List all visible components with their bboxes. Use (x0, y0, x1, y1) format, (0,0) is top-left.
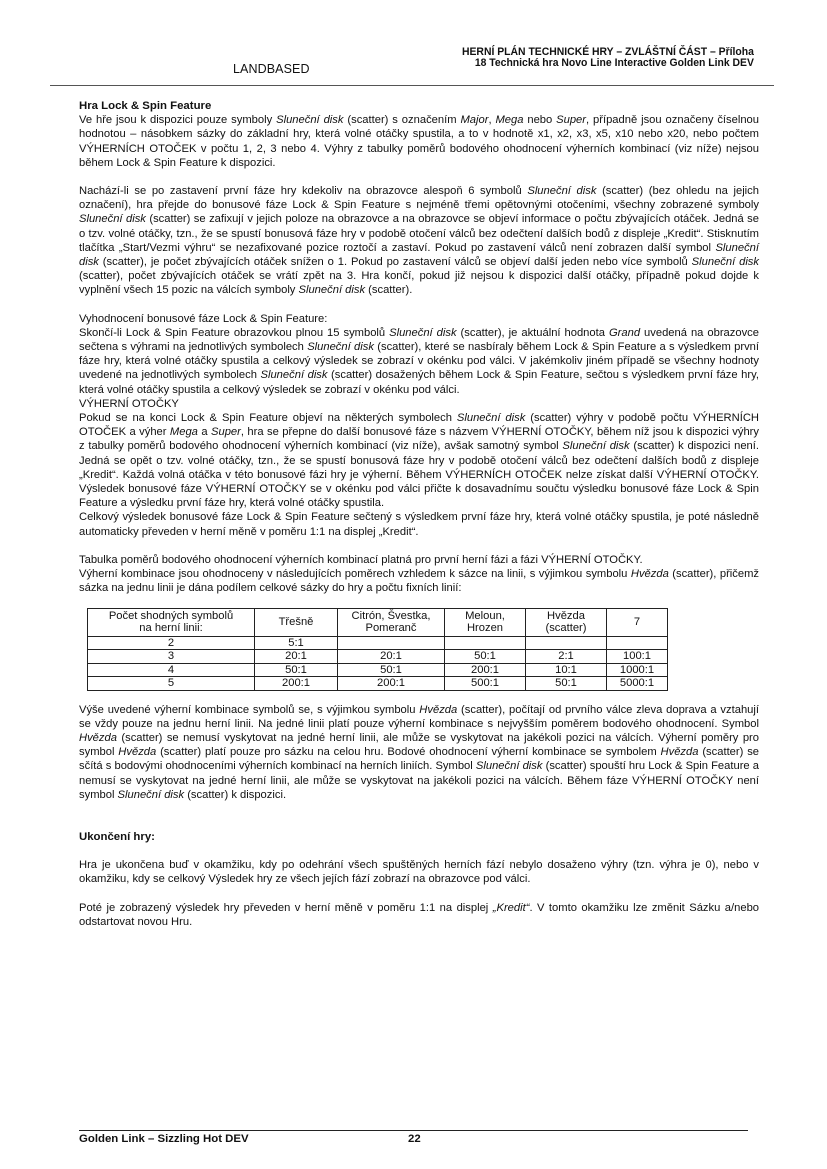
payout-cell: 5000:1 (607, 677, 668, 691)
text-run: nebo (523, 114, 557, 127)
header-cell-line: Hrozen (466, 622, 504, 634)
symbol-count-cell: 2 (88, 636, 255, 650)
payout-cell: 20:1 (255, 650, 338, 664)
italic-term: Sluneční disk (389, 326, 457, 339)
payout-cell: 50:1 (526, 677, 607, 691)
italic-term: Hvězda (630, 568, 669, 581)
payout-cell: 50:1 (255, 663, 338, 677)
text-run: (scatter) výhry v podobě počtu VÝHERNÍCH OTOČEK a výher (79, 412, 759, 439)
text-run: (scatter) se sčítá s bodovými ohodnoceními výherních kombinací na herních liniích. Symbol (79, 746, 760, 773)
header-title-line2: 18 Technická hra Novo Line Interactive Golden Link DEV (474, 57, 754, 69)
paytable-header-row (88, 608, 668, 636)
text-run: (scatter) platí pouze pro sázku na celou hru. Bodové ohodnocení výherní kombinace se symbolem (156, 746, 661, 759)
payout-cell: 500:1 (445, 677, 526, 691)
symbol-count-cell: 5 (88, 677, 255, 691)
paragraph-paytable-description (79, 567, 759, 595)
text-run: (scatter) spouští hru Lock & Spin Feature a nemusí se vyskytovat na jedné herní linii, ale může se vyskytovat na jakékoli pozici na válcích. Během fáze VÝHERNÍ OTOČKY není symbol (79, 760, 759, 801)
italic-term: Sluneční disk (298, 284, 366, 297)
paragraph-credit-transfer (79, 901, 759, 929)
text-run: . V tomto okamžiku lze změnit Sázku a/nebo odstartovat novou Hru. (79, 901, 760, 928)
paragraph-combination-rules (79, 703, 759, 802)
paytable-row (88, 650, 668, 664)
paytable-header-cell (88, 608, 255, 636)
italic-term: Sluneční disk (79, 213, 146, 226)
spacer (79, 539, 759, 553)
italic-term: „Kredit“ (492, 901, 530, 914)
text-run: Ve hře jsou k dispozici pouze symboly (79, 114, 277, 127)
italic-term: Sluneční disk (475, 760, 543, 773)
payout-cell: 100:1 (607, 650, 668, 664)
text-run: (scatter) se nemusí vyskytovat na jedné herní linii, ale může se vyskytovat na jakékoli pozici na válcích. Výherní poměry pro symbol (79, 731, 759, 759)
paytable-header-cell (255, 608, 338, 636)
paragraph-lock-spin-intro (79, 113, 759, 170)
italic-term: Sluneční disk (562, 440, 630, 453)
header-title-line1: HERNÍ PLÁN TECHNICKÉ HRY – ZVLÁŠTNÍ ČÁST – Příloha (462, 46, 754, 58)
free-spins-title: VÝHERNÍ OTOČKY (79, 397, 179, 410)
italic-term: Super (556, 114, 587, 127)
payout-cell: 50:1 (445, 650, 526, 664)
paragraph-lock-spin-trigger (79, 184, 759, 298)
italic-term: Mega (495, 114, 524, 127)
document-body (79, 99, 759, 929)
text-run: , hra se přepne do další bonusové fáze s názvem VÝHERNÍ OTOČKY, během níž jsou k dispozici výhry z tabulky poměrů bodového ohodnocení výherních kombinací (viz níže), avšak samotný symbol (79, 426, 759, 453)
spacer (79, 844, 759, 858)
italic-term: Hvězda (660, 746, 699, 759)
payout-cell: 20:1 (338, 650, 445, 664)
paytable-row (88, 636, 668, 650)
italic-term: Sluneční disk (276, 114, 344, 127)
text-run: Pokud se na konci Lock & Spin Feature objeví na některých symbolech (79, 412, 457, 425)
paytable-header-cell (338, 608, 445, 636)
text-run: Poté je zobrazený výsledek hry převeden v herní měně v poměru 1:1 na displej (79, 901, 493, 914)
italic-term: Super (211, 426, 241, 439)
spacer (79, 298, 759, 312)
text-run: (scatter) s označením (343, 114, 461, 127)
header-cell-line: 7 (633, 615, 641, 628)
italic-term: Major (460, 114, 489, 127)
text-run: Výherní kombinace jsou ohodnoceny v následujících poměrech vzhledem k sázce na linii, s výjimkou symbolu (79, 568, 631, 581)
header-cell-line: Citrón, Švestka, (351, 609, 431, 622)
payout-cell (445, 636, 526, 650)
italic-term: Hvězda (118, 746, 157, 759)
payout-cell (338, 636, 445, 650)
payout-cell: 200:1 (255, 677, 338, 691)
paytable-row (88, 677, 668, 691)
italic-term: Sluneční disk (456, 412, 526, 425)
italic-term: Sluneční disk (79, 241, 759, 269)
text-run: (scatter) k dispozici. (184, 788, 287, 801)
text-run: Nachází-li se po zastavení první fáze hry kdekoliv na obrazovce alespoň 6 symbolů (79, 185, 528, 198)
header-divider (50, 85, 774, 86)
payout-cell: 2:1 (526, 650, 607, 664)
symbol-count-cell: 4 (88, 663, 255, 677)
header-cell-line: Hvězda (547, 609, 585, 622)
text-run: (scatter), přičemž sázka na jednu linii je dána podílem celkové sázky do hry a počtu fixních linií: (79, 568, 760, 595)
text-run: (scatter), je aktuální hodnota (456, 326, 609, 339)
text-run: Výše uvedené výherní kombinace symbolů se, s výjimkou symbolu (79, 703, 420, 716)
text-run: Hra je ukončena buď v okamžiku, kdy po odehrání všech spuštěných herních fází nebylo dosaženo výhry (tzn. výhra je 0), nebo v okamžiku, kdy se celkový Výsledek hry ze všech jejích fází zobrazí na obrazovce pod válci. (79, 859, 759, 886)
payout-cell: 50:1 (338, 663, 445, 677)
paragraph-game-end (79, 858, 759, 886)
paytable-header-cell (607, 608, 668, 636)
italic-term: Sluneční disk (527, 185, 597, 198)
section-heading-game-end: Ukončení hry: (79, 830, 155, 843)
italic-term: Hvězda (79, 731, 117, 744)
payout-cell: 200:1 (338, 677, 445, 691)
italic-term: Sluneční disk (117, 788, 185, 801)
text-run: (scatter) (bez ohledu na jejich označení), hra přejde do bonusové fáze Lock & Spin Feature s nejméně třemi opětovnými otočeními, všechny zobrazené symboly (79, 185, 759, 212)
text-run: (scatter), počítají od prvního válce zleva doprava a vztahují se vždy pouze na jednu herní linii. Na jedné linii platí pouze výherní kombinace s nejvyšším poměrem bodového ohodnocení. Symbol (79, 703, 759, 730)
header-cell-line: Třešně (278, 615, 314, 628)
spacer (79, 802, 759, 830)
text-run: (scatter), které se nasbíraly během Lock & Spin Feature a s výsledkem první fáze hry, která volné otáčky spustila a celkový výsledek se zobrazí v okénku pod válci. V jakémkoliv jiném případě se všechny hodnoty uvedené na jednotlivých symbolech (79, 341, 759, 382)
payout-cell (607, 636, 668, 650)
payout-cell: 200:1 (445, 663, 526, 677)
spacer (79, 887, 759, 901)
italic-term: Sluneční disk (307, 341, 374, 354)
italic-term: Grand (608, 326, 641, 339)
paytable-intro: Tabulka poměrů bodového ohodnocení výherních kombinací platná pro první herní fázi a fázi VÝHERNÍ OTOČKY. (79, 553, 643, 566)
text-run: (scatter), je počet zbývajících otáček snížen o 1. Pokud po zastavení válců se objeví další jeden nebo více symbolů (98, 256, 692, 269)
text-run: a (197, 426, 212, 439)
symbol-count-cell: 3 (88, 650, 255, 664)
text-run: (scatter) se zafixují v jejich poloze na obrazovce a na obrazovce se objeví informace o počtu zbývajících otáček. Jedná se o tzv. volné otáčky, tzn., že se spustí bonusová fáze hry v podobě otočení válců bez odečtení dalších bodů z displeje „Kredit“. Stisknutím tlačítka „Start/Vezmi výhru“ se nezafixované pozice roztočí a zastaví. Pokud po zastavení válců není zobrazen další symbol (79, 213, 759, 254)
header-landbased: LANDBASED (233, 62, 310, 76)
header-cell-line: (scatter) (545, 622, 587, 634)
header-cell-line: na herní linii: (139, 622, 203, 634)
text-run: , případně jsou označeny číselnou hodnotou – násobkem sázky do základní hry, která volné otáčky spustila, a to v hodnotě x1, x2, x3, x5, x10 nebo x20, nebo počtem VÝHERNÍCH OTOČEK v počtu 1, 2, 3 nebo 4. Výhry z tabulky poměrů bodového ohodnocení výherních kombinací (viz níže) nejsou během Lock & Spin Feature k dispozici. (79, 114, 759, 169)
text-run: (scatter), počet zbývajících otáček se vrátí zpět na 3. Hra končí, pokud již nejsou k dispozici další otáčky, případně pokud dojde k vyplnění všech 15 pozic na válcích symboly (79, 270, 759, 297)
italic-term: Mega (169, 426, 198, 439)
header-document-title (462, 47, 754, 69)
paragraph-free-spins (79, 411, 759, 510)
italic-term: Hvězda (419, 703, 458, 716)
footer-divider (79, 1130, 748, 1131)
text-run: Celkový výsledek bonusové fáze Lock & Spin Feature sečtený s výsledkem první fáze hry, která volné otáčky spustila, je poté následně automaticky převeden v herní měně v poměru 1:1 na displej „Kredit“. (79, 511, 759, 538)
payout-cell: 1000:1 (607, 663, 668, 677)
page-number: 22 (408, 1133, 421, 1145)
payout-cell (526, 636, 607, 650)
italic-term: Sluneční disk (260, 369, 328, 382)
text-run: (scatter) k dispozici není. Jedná se opět o tzv. volné otáčky, tzn., že se spustí bonusová fáze hry v podobě otočení válců bez odečtení dalších bodů z displeje „Kredit“. Každá volná otáčka v této bonusové fázi hry je výherní. Během VÝHERNÍCH OTOČEK nelze získat další VÝHERNÍ OTOČKY. Výsledek bonusové fáze VÝHERNÍ OTOČKY se v okénku pod válci přičte k dosavadnímu součtu výsledku bonusové fáze Lock & Spin Feature a výsledku první fáze hry, která volné otáčky spustila. (79, 440, 759, 510)
header-cell-line: Počet shodných symbolů (108, 609, 234, 622)
paytable (87, 608, 668, 691)
paytable-header-cell (526, 608, 607, 636)
text-run: Skončí-li Lock & Spin Feature obrazovkou plnou 15 symbolů (79, 326, 390, 339)
text-run: (scatter). (365, 284, 413, 297)
paragraph-total-result (79, 510, 759, 538)
header-cell-line: Meloun, (465, 609, 505, 622)
text-run: , (488, 114, 496, 127)
footer-document-name: Golden Link – Sizzling Hot DEV (79, 1133, 249, 1145)
text-run: uvedená na obrazovce sečtena s výhrami na jednotlivých symbolech (79, 326, 759, 354)
header-cell-line: Pomeranč (365, 622, 417, 634)
paragraph-evaluation (79, 326, 759, 397)
payout-cell: 10:1 (526, 663, 607, 677)
paytable-row (88, 663, 668, 677)
paytable-body (88, 636, 668, 690)
evaluation-title: Vyhodnocení bonusové fáze Lock & Spin Feature: (79, 312, 328, 325)
text-run: (scatter) dosažených během Lock & Spin Feature, sečtou s výsledkem první fáze hry, která volné otáčky spustila a celkový výsledek se zobrazí v okénku pod válci. (79, 369, 759, 396)
payout-cell: 5:1 (255, 636, 338, 650)
italic-term: Sluneční disk (691, 256, 759, 269)
spacer (79, 170, 759, 184)
section-heading-lock-spin: Hra Lock & Spin Feature (79, 100, 212, 112)
paytable-header-cell (445, 608, 526, 636)
